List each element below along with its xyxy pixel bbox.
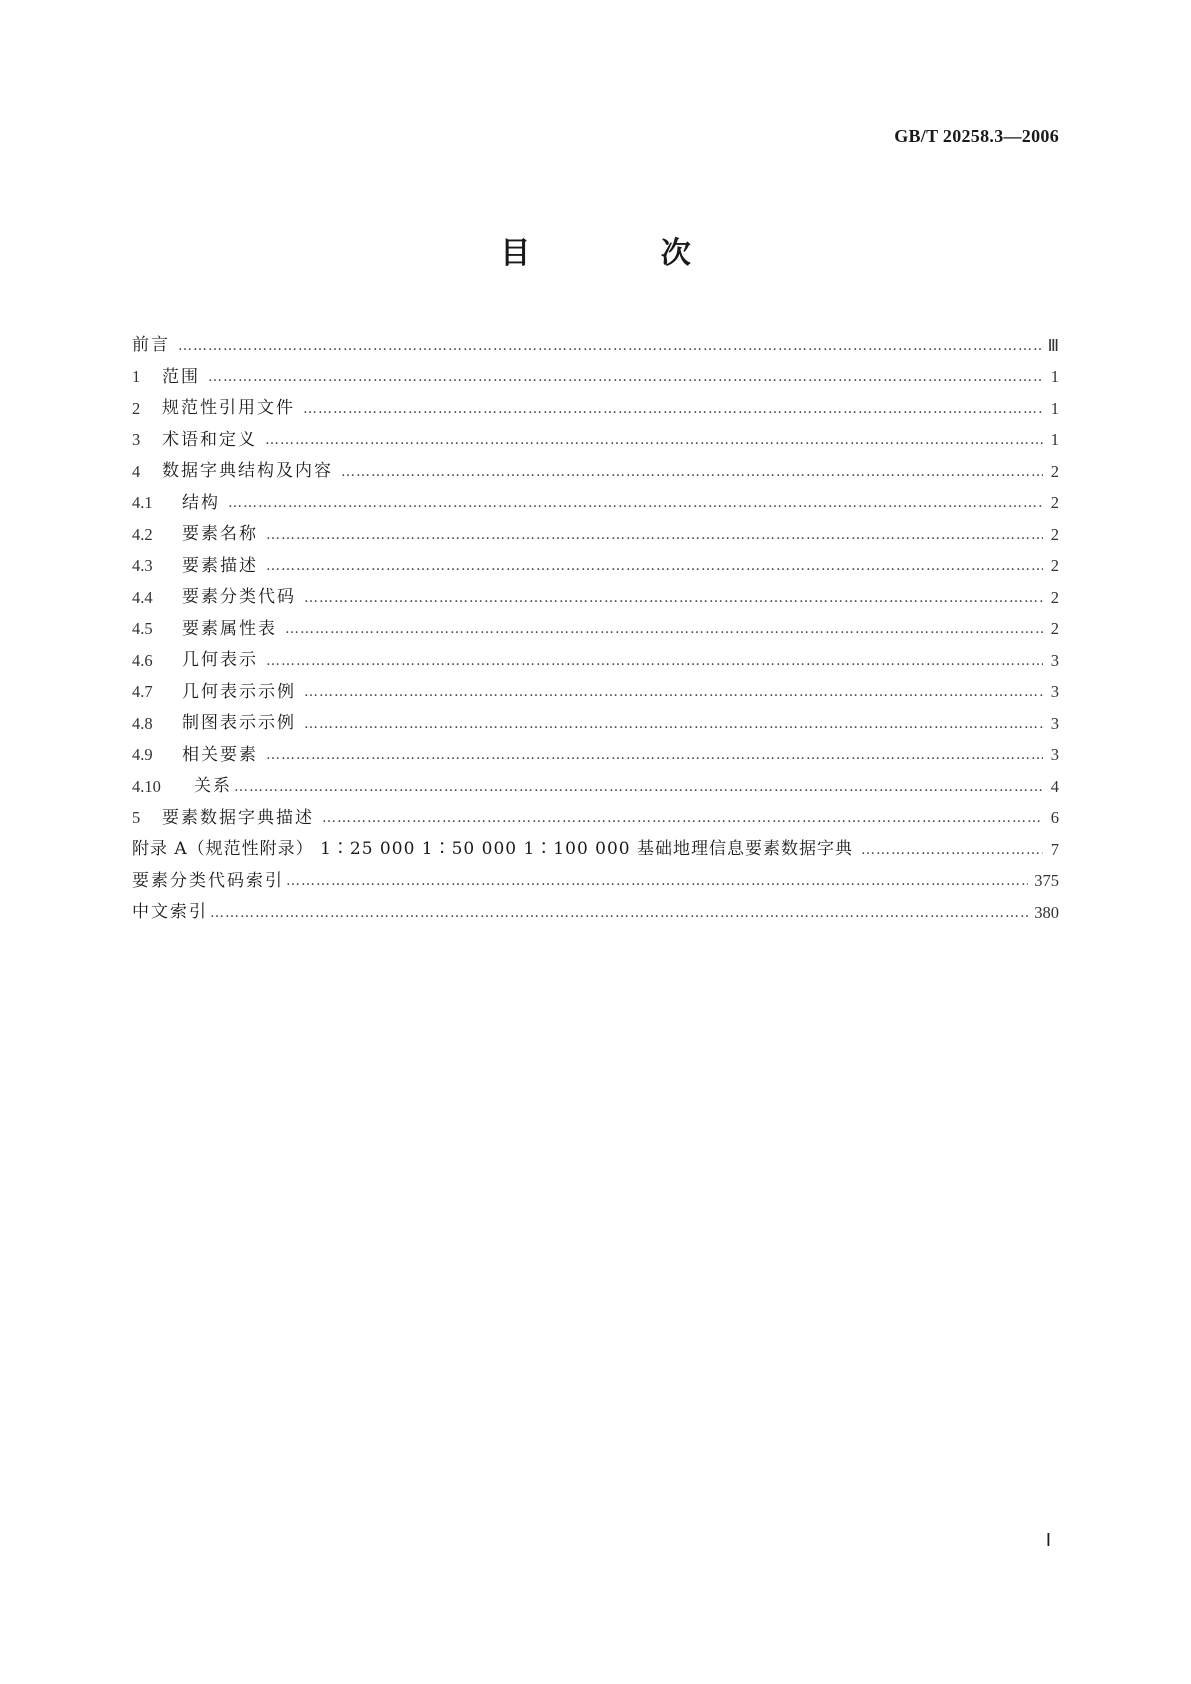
toc-leader-dots — [210, 906, 1028, 920]
toc-entry-4-10[interactable] — [132, 771, 1059, 803]
toc-entry-label: 要素描述 — [182, 555, 258, 576]
table-of-contents — [132, 330, 1059, 929]
page-number: Ⅰ — [1045, 1530, 1051, 1550]
toc-entry-4[interactable] — [132, 456, 1059, 488]
toc-entry-page: 2 — [1050, 493, 1059, 512]
toc-entry-number: 3 — [132, 430, 141, 449]
toc-entry-page: 380 — [1034, 902, 1059, 922]
toc-leader-dots — [304, 685, 1043, 699]
toc-entry-4-3[interactable] — [132, 551, 1059, 583]
toc-entry-4-6[interactable] — [132, 645, 1059, 677]
toc-entry-label: 规范性引用文件 — [162, 398, 295, 419]
toc-entry-label: 要素分类代码 — [182, 587, 296, 608]
toc-leader-dots — [303, 402, 1043, 416]
toc-entry-number: 4.5 — [132, 619, 153, 638]
toc-entry-4-2[interactable] — [132, 519, 1059, 551]
toc-entry-page: 2 — [1050, 587, 1059, 607]
toc-entry-number: 5 — [132, 808, 141, 827]
toc-entry-label: 术语和定义 — [162, 429, 257, 450]
toc-entry-page: 4 — [1050, 776, 1059, 796]
toc-entry-2[interactable] — [132, 393, 1059, 425]
toc-entry-number: 4.2 — [132, 524, 153, 544]
toc-entry-code-index[interactable] — [132, 866, 1059, 898]
toc-entry-label: 要素分类代码索引 — [132, 870, 284, 891]
toc-entry-number: 4.10 — [132, 776, 161, 796]
toc-entry-page: 2 — [1050, 524, 1059, 544]
toc-entry-number: 4.7 — [132, 682, 153, 701]
toc-entry-4-5[interactable] — [132, 614, 1059, 646]
toc-entry-page: 6 — [1050, 808, 1059, 827]
toc-leader-dots — [265, 433, 1043, 447]
toc-entry-page: 2 — [1050, 461, 1059, 481]
toc-entry-1[interactable] — [132, 362, 1059, 394]
toc-entry-label: 几何表示示例 — [182, 681, 296, 702]
toc-entry-page: 1 — [1050, 430, 1059, 449]
toc-leader-dots — [178, 339, 1042, 353]
toc-entry-label: 数据字典结构及内容 — [162, 461, 333, 482]
toc-entry-label: 相关要素 — [182, 744, 258, 765]
toc-leader-dots — [266, 528, 1043, 542]
toc-entry-number: 4.1 — [132, 493, 153, 512]
toc-entry-4-9[interactable] — [132, 740, 1059, 772]
toc-entry-3[interactable] — [132, 425, 1059, 457]
toc-entry-label: 结构 — [182, 492, 220, 513]
toc-entry-number: 4.8 — [132, 713, 153, 733]
toc-entry-label: 中文索引 — [132, 902, 208, 923]
toc-entry-4-4[interactable] — [132, 582, 1059, 614]
toc-entry-number: 4.9 — [132, 745, 153, 764]
toc-entry-4-7[interactable] — [132, 677, 1059, 709]
toc-leader-dots — [304, 717, 1043, 731]
toc-leader-dots — [304, 591, 1043, 605]
standard-number: GB/T 20258.3—2006 — [894, 126, 1059, 146]
toc-leader-dots — [285, 622, 1043, 636]
toc-entry-label: 前言 — [132, 335, 170, 356]
toc-entry-number: 4.6 — [132, 650, 153, 670]
toc-entry-page: 2 — [1050, 556, 1059, 575]
toc-entry-number: 2 — [132, 398, 141, 418]
toc-entry-page: 375 — [1034, 871, 1059, 890]
toc-entry-label: 要素名称 — [182, 524, 258, 545]
toc-entry-number: 4.3 — [132, 556, 153, 575]
toc-entry-page: 1 — [1050, 367, 1059, 386]
toc-entry-label: 几何表示 — [182, 650, 258, 671]
toc-entry-label: 范围 — [162, 366, 200, 387]
toc-leader-dots — [228, 496, 1043, 510]
toc-entry-4-1[interactable] — [132, 488, 1059, 520]
toc-entry-label: 要素数据字典描述 — [162, 807, 314, 828]
toc-entry-number: 1 — [132, 367, 141, 386]
toc-leader-dots — [234, 780, 1043, 794]
toc-entry-4-8[interactable] — [132, 708, 1059, 740]
toc-entry-page: 3 — [1050, 713, 1059, 733]
toc-entry-number: 4.4 — [132, 587, 153, 607]
toc-entry-annex-a[interactable] — [132, 834, 1059, 866]
page-title: 目 次 — [500, 236, 751, 271]
toc-leader-dots — [286, 874, 1028, 888]
toc-entry-page: 3 — [1050, 745, 1059, 764]
toc-leader-dots — [322, 811, 1043, 825]
toc-entry-chinese-index[interactable] — [132, 897, 1059, 929]
toc-entry-page: 3 — [1050, 682, 1059, 701]
toc-leader-dots — [861, 843, 1043, 857]
toc-leader-dots — [208, 370, 1043, 384]
toc-entry-page: 1 — [1050, 398, 1059, 418]
toc-entry-page: 7 — [1050, 839, 1059, 859]
toc-entry-page: Ⅲ — [1047, 335, 1059, 355]
toc-entry-page: 2 — [1050, 619, 1059, 638]
toc-leader-dots — [266, 654, 1043, 668]
toc-entry-label: 附录 A（规范性附录） 1∶25 000 1∶50 000 1∶100 000 基础地理信息要素数据字典 — [132, 839, 854, 860]
toc-leader-dots — [341, 465, 1043, 479]
toc-leader-dots — [266, 559, 1043, 573]
toc-entry-foreword[interactable] — [132, 330, 1059, 362]
toc-leader-dots — [266, 748, 1043, 762]
toc-entry-label: 关系 — [194, 776, 232, 797]
toc-entry-number: 4 — [132, 461, 141, 481]
toc-entry-label: 制图表示示例 — [182, 713, 296, 734]
toc-entry-5[interactable] — [132, 803, 1059, 835]
toc-entry-label: 要素属性表 — [182, 618, 277, 639]
toc-entry-page: 3 — [1050, 650, 1059, 670]
